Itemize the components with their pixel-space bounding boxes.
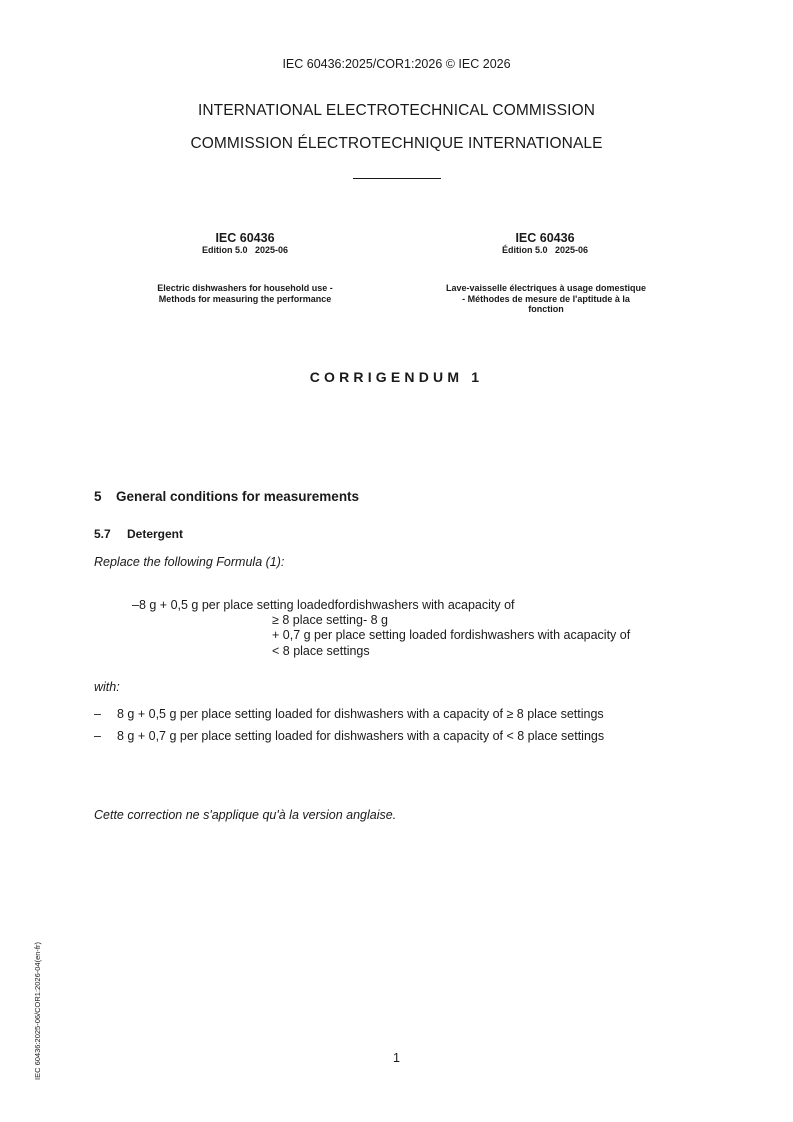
section-heading [94,489,359,504]
list-item-text: 8 g + 0,5 g per place setting loaded for dishwashers with a capacity of ≥ 8 place settings [117,707,604,721]
standard-number-french: IEC 60436 [515,231,575,245]
edition-french: Édition 5.0 2025-06 [501,245,589,255]
list-item-text: 8 g + 0,7 g per place setting loaded for dishwashers with a capacity of < 8 place settings [117,729,605,743]
standard-title-english-line: Electric dishwashers for household use - [157,283,333,293]
organization-name-french: COMMISSION ÉLECTROTECHNIQUE INTERNATIONALE [190,135,603,152]
with-label: with: [94,680,120,694]
document-reference: IEC 60436:2025/COR1:2026 © IEC 2026 [282,57,511,71]
standard-title-french [401,283,691,315]
section-number: 5 [94,489,102,504]
french-note: Cette correction ne s'applique qu'à la version anglaise. [94,808,397,822]
formula-line: –8 g + 0,5 g per place setting loadedfordishwashers with acapacity of [132,598,515,612]
replace-instruction: Replace the following Formula (1): [94,555,285,569]
standard-title-english-line: Methods for measuring the performance [158,293,332,304]
subsection-title: Detergent [127,527,184,541]
subsection-number: 5.7 [94,527,111,541]
standard-number-english: IEC 60436 [215,231,275,245]
side-document-reference: IEC 60436:2025-06/COR1:2026-04(en-fr) [33,942,42,1080]
standard-title-french-line: Lave-vaisselle électriques à usage domestique [445,283,647,293]
section-title: General conditions for measurements [116,489,360,504]
subsection-heading [94,527,183,541]
corrigendum-title: CORRIGENDUM 1 [309,369,484,385]
list-item [94,729,604,743]
edition-english: Edition 5.0 2025-06 [201,245,289,255]
list-dash: – [94,729,101,743]
formula-line: + 0,7 g per place setting loaded fordishwashers with acapacity of [272,628,631,642]
standard-title-english [105,283,385,304]
formula-line: < 8 place settings [272,644,370,658]
standard-title-french-line: - Méthodes de mesure de l'aptitude à la [462,293,630,304]
standard-title-french-line: fonction [528,304,564,314]
formula-line: ≥ 8 place setting- 8 g [272,613,388,627]
organization-name-english: INTERNATIONAL ELECTROTECHNICAL COMMISSION [197,102,596,119]
header-divider [353,178,441,179]
list-dash: – [94,707,101,721]
page-number: 1 [393,1051,400,1065]
list-item [94,707,604,721]
